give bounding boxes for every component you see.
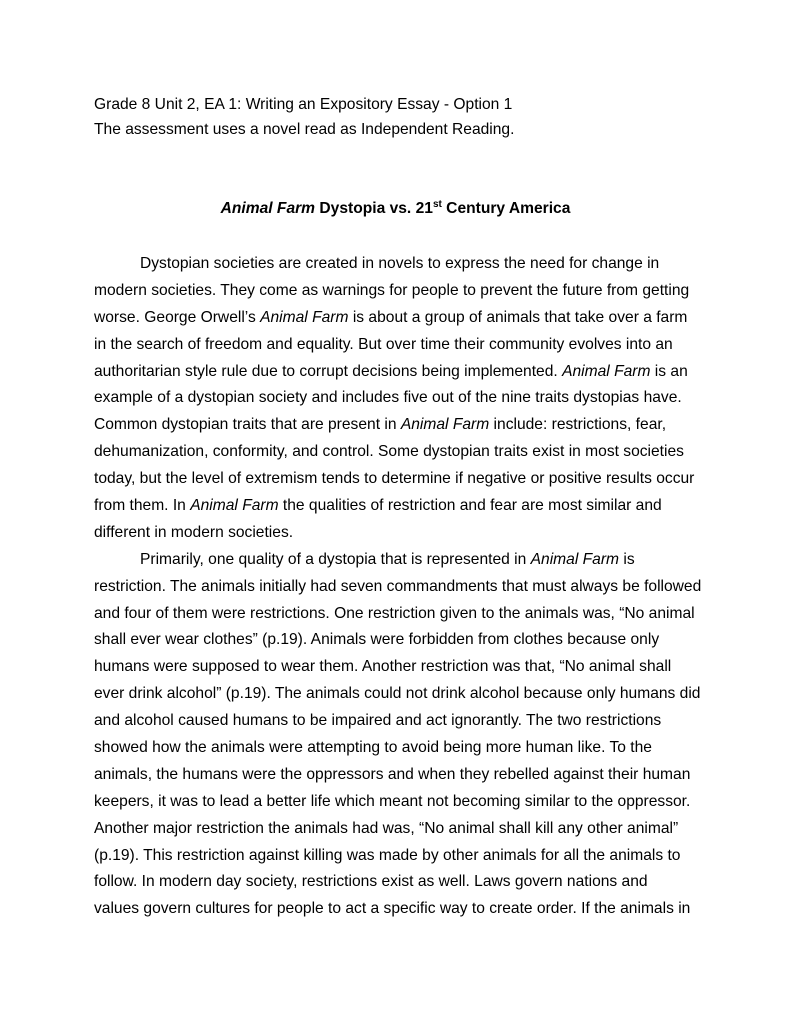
header-line-assignment: Grade 8 Unit 2, EA 1: Writing an Expository Essay - Option 1	[94, 96, 513, 113]
body-text: keepers, it was to lead a better life which meant not becoming similar to the oppressor.	[94, 792, 691, 810]
body-text: (p.19). This restriction against killing was made by other animals for all the animals to	[94, 846, 681, 864]
title-superscript: st	[432, 198, 442, 210]
body-text: is	[619, 550, 635, 568]
body-text: Another major restriction the animals had was, “No animal shall kill any other animal”	[94, 819, 679, 837]
body-line	[94, 251, 714, 278]
body-text: from them. In	[94, 497, 191, 515]
body-line	[94, 896, 714, 923]
body-line	[94, 385, 714, 412]
body-text: authoritarian style rule due to corrupt decisions being implemented.	[94, 362, 563, 380]
body-text: is about a group of animals that take over a farm	[348, 308, 688, 326]
body-text: animals, the humans were the oppressors and when they rebelled against their human	[94, 765, 691, 783]
body-line	[94, 735, 714, 762]
body-line	[94, 466, 714, 493]
body-text: Primarily, one quality of a dystopia that is represented in	[140, 550, 531, 568]
body-line	[94, 493, 714, 520]
body-text: and alcohol caused humans to be impaired and act ignorantly. The two restrictions	[94, 712, 662, 730]
book-title-italic: Animal Farm	[400, 416, 490, 434]
body-line	[94, 332, 714, 359]
body-line	[94, 762, 714, 789]
body-text: dehumanization, conformity, and control. Some dystopian traits exist in most societies	[94, 443, 684, 461]
body-text: Common dystopian traits that are present in	[94, 416, 401, 434]
body-text: follow. In modern day society, restrictions exist as well. Laws govern nations and	[94, 873, 648, 891]
title-book-name: Animal Farm	[220, 200, 316, 217]
body-text: values govern cultures for people to act a specific way to create order. If the animals in	[94, 900, 691, 918]
body-line	[94, 278, 714, 305]
title-text: Dystopia vs. 21	[315, 200, 433, 217]
body-line	[94, 843, 714, 870]
body-text: humans were supposed to wear them. Another restriction was that, “No animal shall	[94, 658, 672, 676]
body-line	[94, 789, 714, 816]
body-text: different in modern societies.	[94, 523, 294, 541]
body-line	[94, 439, 714, 466]
header-line-note: The assessment uses a novel read as Independent Reading.	[94, 121, 515, 138]
title-suffix: Century America	[441, 200, 571, 217]
body-text: today, but the level of extremism tends to determine if negative or positive results occur	[94, 470, 695, 488]
body-text: example of a dystopian society and includes five out of the nine traits dystopias have.	[94, 389, 682, 407]
body-line	[94, 816, 714, 843]
assignment-header	[94, 92, 714, 142]
book-title-italic: Animal Farm	[260, 308, 349, 326]
body-text: Dystopian societies are created in novels to express the need for change in	[140, 255, 660, 272]
body-line	[94, 520, 714, 547]
book-title-italic: Animal Farm	[562, 362, 651, 380]
body-text: include: restrictions, fear,	[489, 416, 667, 434]
book-title-italic: Animal Farm	[190, 497, 279, 515]
essay-title	[0, 198, 791, 220]
body-line	[94, 305, 714, 332]
body-line	[94, 627, 714, 654]
book-title-italic: Animal Farm	[530, 550, 620, 568]
essay-body	[94, 251, 714, 923]
body-text: ever drink alcohol” (p.19). The animals could not drink alcohol because only humans did	[94, 685, 701, 703]
body-text: showed how the animals were attempting to avoid being more human like. To the	[94, 739, 652, 757]
body-line	[94, 547, 714, 574]
body-line	[94, 574, 714, 601]
body-text: worse. George Orwell’s	[94, 308, 261, 326]
body-line	[94, 412, 714, 439]
body-text: the qualities of restriction and fear are most similar and	[278, 497, 662, 515]
body-line	[94, 869, 714, 896]
body-line	[94, 708, 714, 735]
body-text: is an	[650, 362, 688, 380]
body-text: modern societies. They come as warnings for people to prevent the future from getting	[94, 281, 690, 299]
body-text: in the search of freedom and equality. But over time their community evolves into an	[94, 335, 673, 353]
body-line	[94, 681, 714, 708]
body-text: shall ever wear clothes” (p.19). Animals were forbidden from clothes because only	[94, 631, 660, 649]
body-line	[94, 359, 714, 386]
body-line	[94, 601, 714, 628]
body-line	[94, 654, 714, 681]
body-text: restriction. The animals initially had seven commandments that must always be followed	[94, 577, 702, 595]
body-text: and four of them were restrictions. One restriction given to the animals was, “No animal	[94, 604, 695, 622]
